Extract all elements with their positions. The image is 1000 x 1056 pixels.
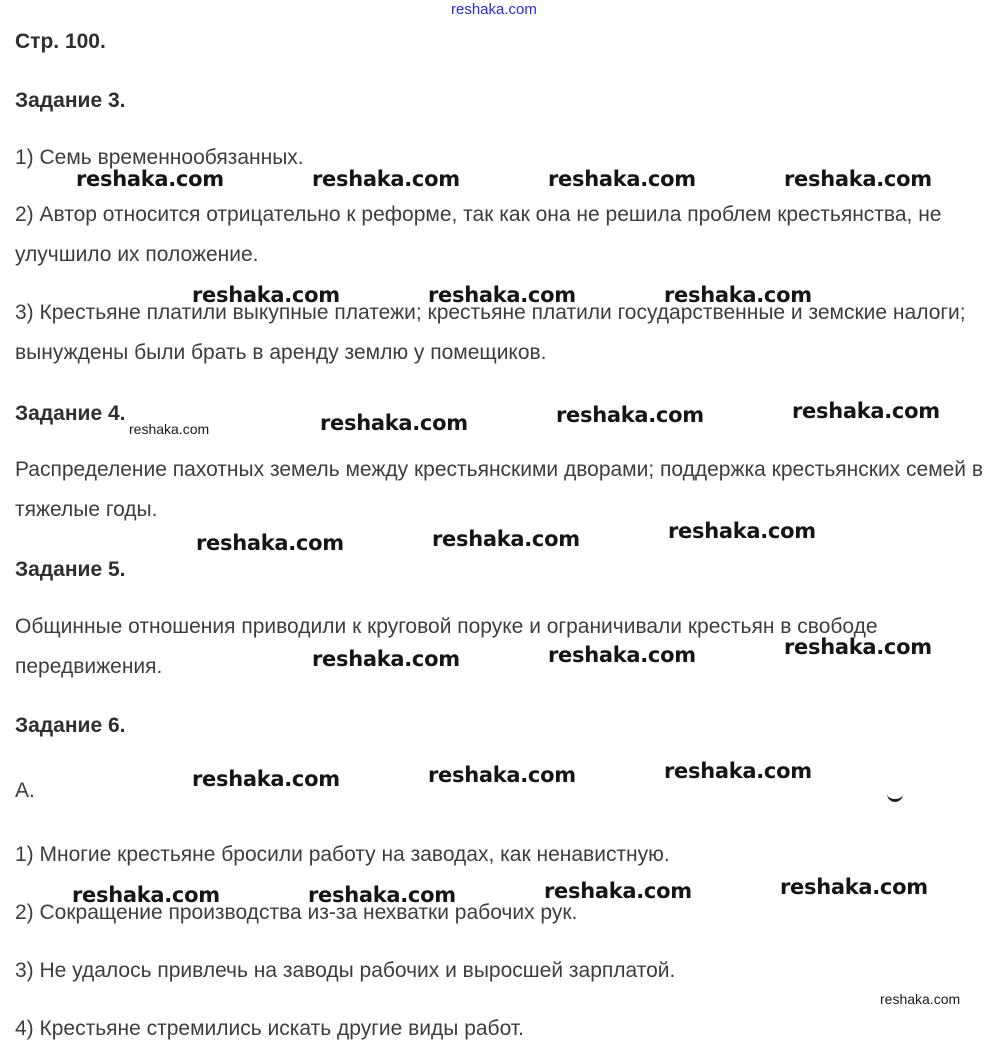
task-6-answer-1: 1) Многие крестьяне бросили работу на заводах, как ненавистную. [15, 843, 670, 866]
task-3-answer-2: 2) Автор относится отрицательно к реформе, так как она не решила проблем крестьянства, не улучшило их положение. [15, 203, 942, 266]
watermark: reshaka.com [192, 283, 340, 307]
watermark: reshaka.com [76, 167, 224, 191]
task-6-answer-3: 3) Не удалось привлечь на заводы рабочих и выросшей зарплатой. [15, 959, 676, 982]
watermark: reshaka.com [312, 167, 460, 191]
watermark: reshaka.com [784, 167, 932, 191]
page-label: Стр. 100. [15, 30, 106, 53]
watermark: reshaka.com [308, 883, 456, 907]
watermark: reshaka.com [312, 647, 460, 671]
watermark: reshaka.com [428, 763, 576, 787]
watermark: reshaka.com [544, 879, 692, 903]
watermark: reshaka.com [668, 519, 816, 543]
watermark: reshaka.com [780, 875, 928, 899]
watermark: reshaka.com [556, 403, 704, 427]
task-6-title: Задание 6. [15, 714, 126, 737]
task-4-answer: Распределение пахотных земель между крестьянскими дворами; поддержка крестьянских семей в тяжелые годы. [15, 458, 984, 521]
watermark: reshaka.com [548, 643, 696, 667]
watermark-small: reshaka.com [880, 991, 961, 1007]
ink-mark [887, 792, 903, 802]
watermark: reshaka.com [432, 527, 580, 551]
task-3-title: Задание 3. [15, 89, 126, 112]
task-5-answer: Общинные отношения приводили к круговой поруке и ограничивали крестьян в свободе передвижения. [15, 615, 878, 678]
watermark: reshaka.com [548, 167, 696, 191]
watermark: reshaka.com [784, 635, 932, 659]
watermark: reshaka.com [196, 531, 344, 555]
task-6-answer-4: 4) Крестьяне стремились искать другие виды работ. [15, 1017, 524, 1040]
watermark: reshaka.com [72, 883, 220, 907]
watermark: reshaka.com [792, 399, 940, 423]
task-3-answer-1: 1) Семь временнообязанных. [15, 146, 304, 169]
watermark: reshaka.com [320, 411, 468, 435]
site-link[interactable]: reshaka.com [451, 1, 537, 18]
watermark: reshaka.com [664, 759, 812, 783]
watermark: reshaka.com [192, 767, 340, 791]
watermark-small: reshaka.com [129, 421, 210, 437]
task-6-answer-2: 2) Сокращение производства из-за нехватки рабочих рук. [15, 901, 578, 924]
watermark: reshaka.com [428, 283, 576, 307]
task-4-title: Задание 4. [15, 402, 126, 425]
watermark: reshaka.com [664, 283, 812, 307]
task-6-label: А. [15, 779, 35, 802]
task-3-answer-3: 3) Крестьяне платили выкупные платежи; крестьяне платили государственные и земские налоги; вынуждены были брать в аренду землю у помещиков. [15, 301, 966, 364]
task-5-title: Задание 5. [15, 558, 126, 581]
